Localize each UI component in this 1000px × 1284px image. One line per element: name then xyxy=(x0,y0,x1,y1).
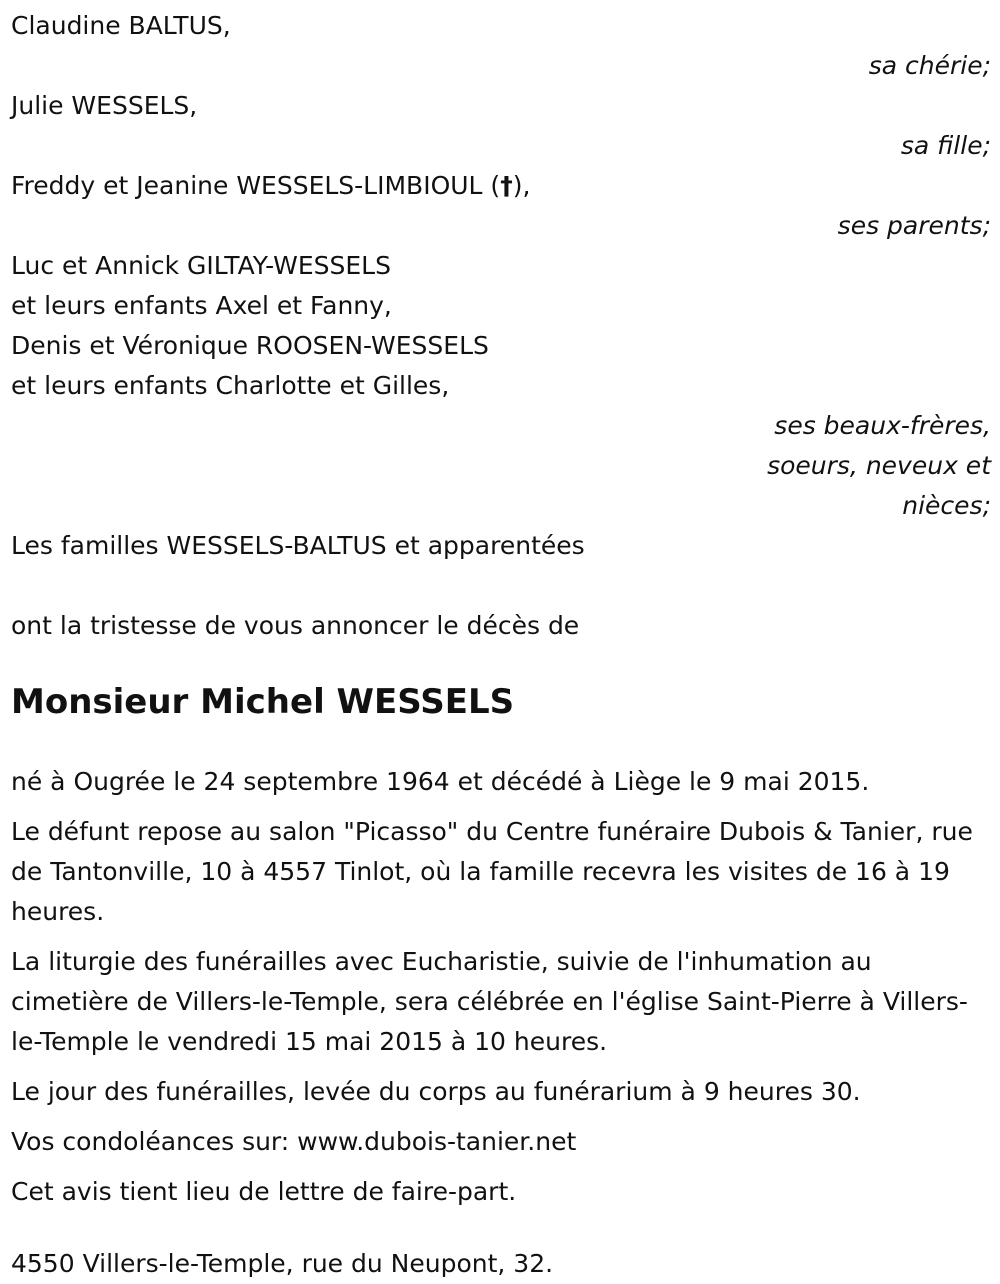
family-entry-parents xyxy=(11,166,991,246)
families-line: Les familles WESSELS-BALTUS et apparentées xyxy=(11,531,585,560)
visitation-paragraph: Le défunt repose au salon "Picasso" du Centre funéraire Dubois & Tanier, rue de Tantonville, 10 à 4557 Tinlot, où la famille recevra les visites de 16 à 19 heures. xyxy=(11,817,973,926)
family-name-line: et leurs enfants Axel et Fanny, xyxy=(11,291,392,320)
spacer xyxy=(11,1222,991,1244)
birth-death-paragraph: né à Ougrée le 24 septembre 1964 et décédé à Liège le 9 mai 2015. xyxy=(11,767,870,796)
obituary-notice xyxy=(11,6,991,1284)
family-name-line: Claudine BALTUS, xyxy=(11,11,231,40)
notice-paragraph: Cet avis tient lieu de lettre de faire-part. xyxy=(11,1177,517,1206)
parents-name-text: Freddy et Jeanine WESSELS-LIMBIOUL ( xyxy=(11,171,501,200)
family-entry-daughter xyxy=(11,86,991,166)
cross-icon: † xyxy=(500,171,513,200)
deceased-name: Monsieur Michel WESSELS xyxy=(11,682,515,722)
funeral-day-paragraph: Le jour des funérailles, levée du corps au funérarium à 9 heures 30. xyxy=(11,1077,861,1106)
parents-name-suffix: ), xyxy=(512,171,531,200)
address-line: 4550 Villers-le-Temple, rue du Neupont, 32. xyxy=(11,1249,554,1278)
family-name-line: Luc et Annick GILTAY-WESSELS xyxy=(11,251,391,280)
condolences-paragraph: Vos condoléances sur: www.dubois-tanier.net xyxy=(11,1127,577,1156)
family-entry-siblings xyxy=(11,246,991,526)
announcement-line: ont la tristesse de vous annoncer le décès de xyxy=(11,611,580,640)
family-name-line xyxy=(11,166,991,206)
family-role: nièces; xyxy=(902,491,991,520)
liturgy-paragraph: La liturgie des funérailles avec Eucharistie, suivie de l'inhumation au cimetière de Villers-le-Temple, sera célébrée en l'église Saint-Pierre à Villers-le-Temple le vendredi 15 mai 2015 à 10 heures. xyxy=(11,947,968,1056)
family-role: sa fille; xyxy=(900,131,991,160)
family-role: ses beaux-frères, xyxy=(774,411,991,440)
family-name-line: et leurs enfants Charlotte et Gilles, xyxy=(11,371,450,400)
family-name-line: Julie WESSELS, xyxy=(11,91,198,120)
family-role: ses parents; xyxy=(837,211,991,240)
family-role: soeurs, neveux et xyxy=(767,451,991,480)
spacer xyxy=(11,566,991,606)
family-name-line: Denis et Véronique ROOSEN-WESSELS xyxy=(11,331,489,360)
family-role: sa chérie; xyxy=(868,51,991,80)
family-entry-partner xyxy=(11,6,991,86)
